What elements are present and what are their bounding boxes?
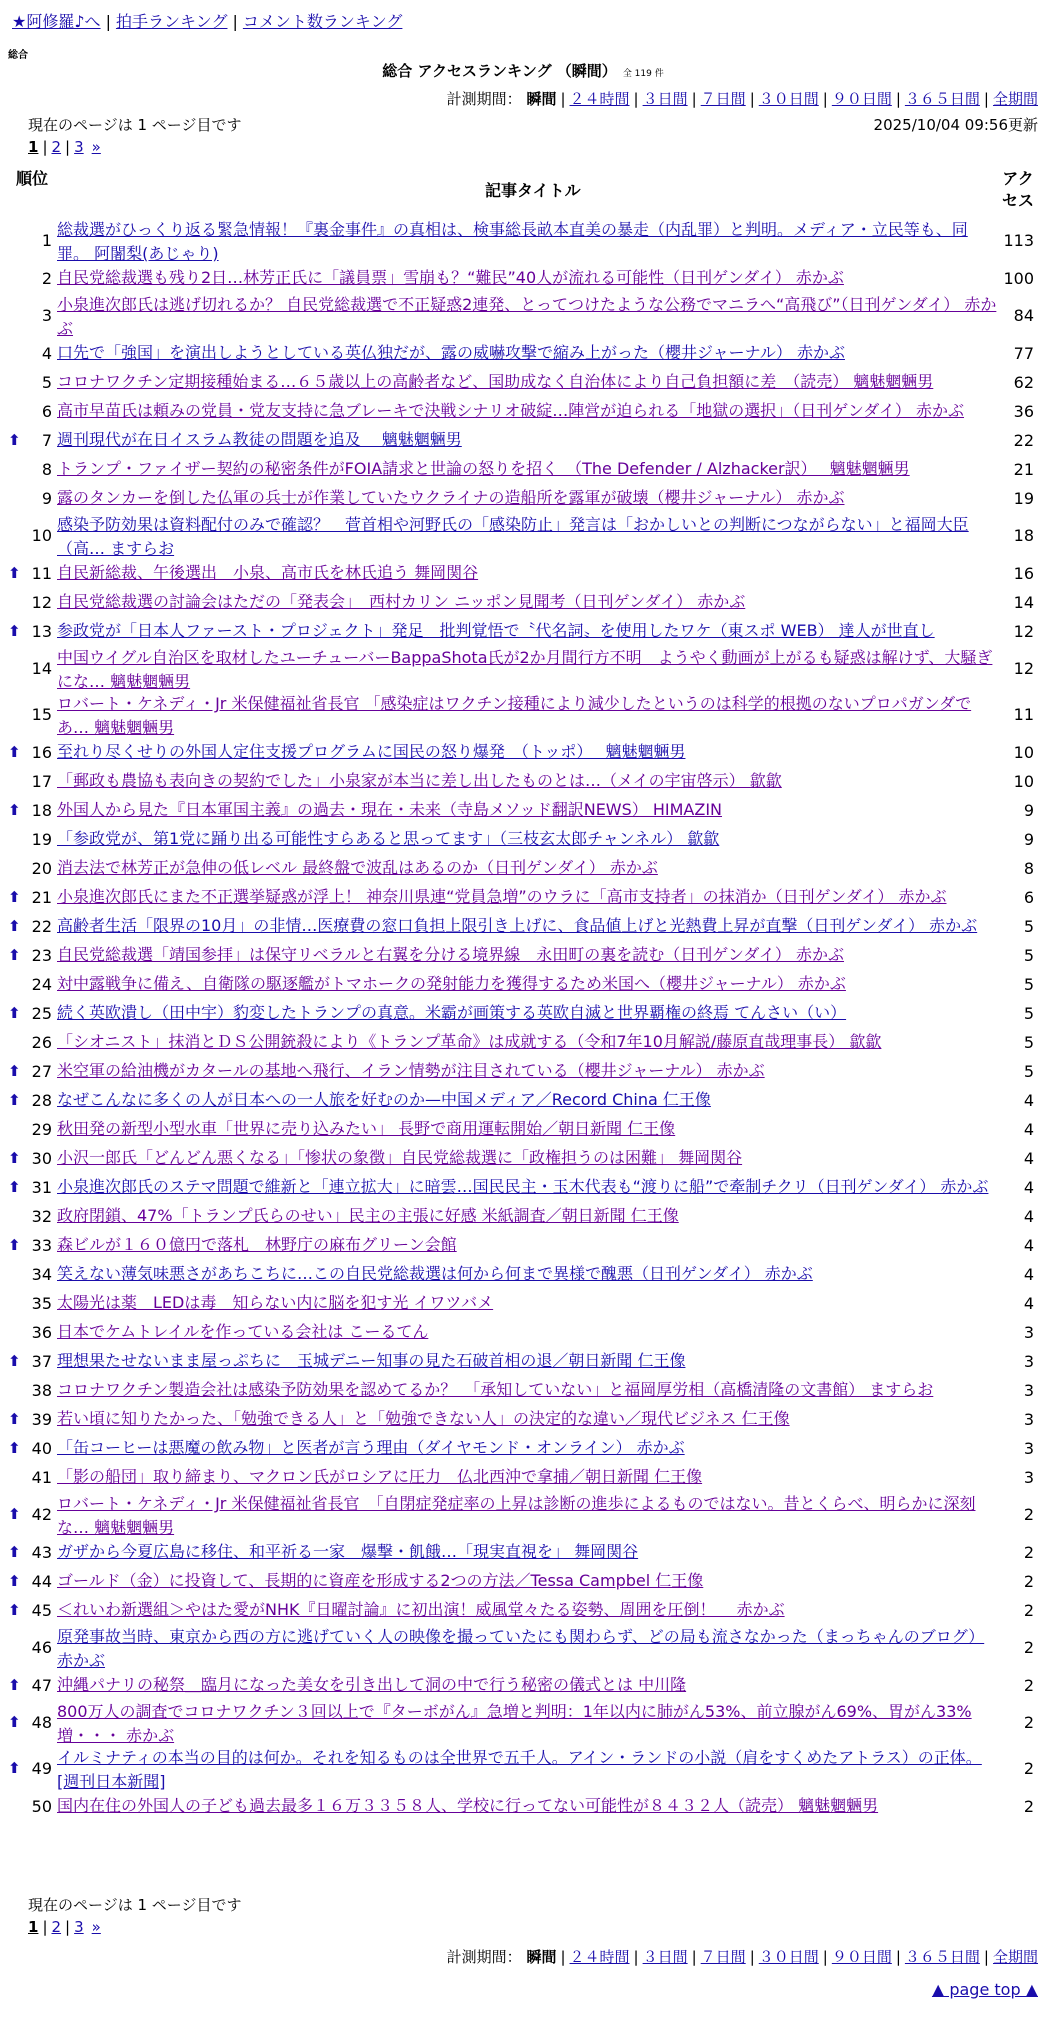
rank-number: 31: [31, 1177, 52, 1197]
access-count: 19: [1013, 488, 1034, 508]
access-count: 4: [1023, 1090, 1034, 1110]
up-arrow-icon: ⬆: [8, 887, 21, 906]
access-count: 4: [1023, 1177, 1034, 1197]
rank-number: 1: [41, 231, 52, 250]
col-count-header: アクセス: [1001, 169, 1034, 210]
article-title-link[interactable]: 800万人の調査でコロナワクチン３回以上で『ターボがん』急増と判明：1年以内に肺がん53%、前立腺がん69%、胃がん33%増・・・ 赤かぶ: [57, 1702, 972, 1745]
up-arrow-icon: ⬆: [8, 800, 21, 819]
article-title-link[interactable]: 自民党総裁選の討論会はただの「発表会」 西村カリン ニッポン見聞考（日刊ゲンダイ） 赤かぶ: [57, 592, 746, 611]
up-arrow-icon: ⬆: [8, 1235, 21, 1254]
article-title-link[interactable]: 口先で「強国」を演出しようとしている英仏独だが、露の威嚇攻撃で縮み上がった（櫻井ジャーナル） 赤かぶ: [57, 343, 845, 362]
current-page-text-bottom: 現在のページは 1 ページ目です: [28, 1896, 242, 1914]
article-title-link[interactable]: 消去法で林芳正が急伸の低レベル 最終盤で波乱はあるのか（日刊ゲンダイ） 赤かぶ: [57, 858, 658, 877]
table-row: [0, 1318, 1046, 1347]
article-title-link[interactable]: 自民新総裁、午後選出 小泉、高市氏を林氏追う 舞岡関谷: [57, 563, 479, 582]
table-row: [0, 293, 1046, 339]
rank-number: 37: [31, 1351, 52, 1371]
article-title-link[interactable]: 至れり尽くせりの外国人定住支援プログラムに国民の怒り爆発 （トッポ） 魑魅魍魎男: [57, 742, 686, 761]
up-arrow-icon: ⬆: [8, 916, 21, 935]
col-title-header: 記事タイトル: [485, 181, 581, 200]
article-title-link[interactable]: 「影の船団」取り締まり、マクロン氏がロシアに圧力 仏北西沖で拿捕／朝日新聞 仁王像: [57, 1467, 703, 1486]
rank-number: 17: [31, 771, 52, 791]
article-title-link[interactable]: イルミナティの本当の目的は何か。それを知るものは全世界で五千人。アイン・ランドの小説（肩をすくめたアトラス）の正体。[週刊日本新聞]: [57, 1748, 982, 1791]
pager-link-2[interactable]: 2: [51, 138, 62, 156]
table-row: [0, 1538, 1046, 1567]
rank-number: 42: [31, 1505, 52, 1524]
period-link-365d[interactable]: ３６５日間: [904, 90, 980, 108]
rank-number: 7: [41, 430, 52, 450]
up-arrow-icon: ⬆: [8, 621, 21, 640]
table-row: [0, 484, 1046, 513]
period-selector-top: 計測期間： 瞬間 | ２４時間 | ３日間 | ７日間 | ３０日間 | ９０日間 | ３６５日間 | 全期間: [446, 90, 1038, 108]
table-row: [0, 1202, 1046, 1231]
rank-number: 39: [31, 1409, 52, 1429]
article-title-link[interactable]: 理想果たせないまま屋っぷちに 玉城デニー知事の見た石破首相の退／朝日新聞 仁王像: [57, 1351, 686, 1370]
pager-link-3[interactable]: 3: [74, 138, 84, 156]
rank-number: 14: [31, 659, 52, 678]
period-link-24h[interactable]: ２４時間: [569, 1948, 630, 1966]
article-title-link[interactable]: 「郵政も農協も表向きの契約でした」小泉家が本当に差し出したものとは…（メイの宇宙啓示） 歙歙: [57, 771, 782, 790]
table-row: [0, 513, 1046, 559]
access-count: 2: [1023, 1542, 1034, 1562]
table-row: [0, 426, 1046, 455]
article-title-link[interactable]: トランプ・ファイザー契約の秘密条件がFOIA請求と世論の怒りを招く （The Defender / Alzhacker訳） 魑魅魍魎男: [57, 459, 910, 478]
table-row: [0, 999, 1046, 1028]
up-arrow-icon: ⬆: [8, 1148, 21, 1167]
access-count: 12: [1013, 621, 1034, 641]
article-title-link[interactable]: 対中露戦争に備え、自衛隊の駆逐艦がトマホークの発射能力を獲得するため米国へ（櫻井ジャーナル） 赤かぶ: [57, 974, 846, 993]
period-link-3d[interactable]: ３日間: [642, 90, 688, 108]
access-count: 9: [1023, 829, 1034, 849]
access-count: 6: [1023, 887, 1034, 907]
rank-number: 23: [31, 945, 52, 965]
rank-number: 27: [31, 1061, 52, 1081]
article-title-link[interactable]: 「シオニスト」抹消とＤＳ公開銃殺により《トランプ革命》は成就する（令和7年10月解説/藤原直哉理事長） 歙歙: [57, 1032, 882, 1051]
rank-number: 21: [31, 887, 52, 907]
up-arrow-icon: ⬆: [8, 1571, 21, 1590]
rank-number: 49: [31, 1759, 52, 1778]
up-arrow-icon: ⬆: [8, 1713, 21, 1731]
article-title-link[interactable]: 自民党総裁選も残り2日…林芳正氏に「議員票」雪崩も？“難民”40人が流れる可能性（日刊ゲンダイ） 赤かぶ: [57, 268, 844, 287]
table-row: [0, 1376, 1046, 1405]
pager-bottom: 1 | 2 | 3 »: [28, 1918, 101, 1936]
up-arrow-icon: ⬆: [8, 430, 21, 449]
access-count: 3: [1023, 1438, 1034, 1458]
up-arrow-icon: ⬆: [8, 1003, 21, 1022]
access-count: 11: [1013, 705, 1034, 724]
page-title-text: 総合 アクセスランキング （瞬間）: [382, 62, 617, 80]
rank-number: 16: [31, 742, 52, 762]
table-row: [0, 1492, 1046, 1538]
table-row: [0, 796, 1046, 825]
rank-number: 35: [31, 1293, 52, 1313]
access-count: 3: [1023, 1467, 1034, 1487]
access-count: 21: [1013, 459, 1034, 479]
rank-number: 26: [31, 1032, 52, 1052]
table-row: [0, 559, 1046, 588]
access-count: 8: [1023, 858, 1034, 878]
access-count: 2: [1023, 1713, 1034, 1732]
table-row: [0, 854, 1046, 883]
access-count: 36: [1013, 401, 1034, 421]
table-row: [0, 397, 1046, 426]
current-page-text: 現在のページは 1 ページ目です: [28, 116, 242, 134]
article-title-link[interactable]: 外国人から見た『日本軍国主義』の過去・現在・未来（寺島メソッド翻訳NEWS） HIMAZIN: [57, 800, 723, 819]
period-current: 瞬間: [526, 90, 557, 108]
up-arrow-icon: ⬆: [8, 1061, 21, 1080]
table-row: [0, 970, 1046, 999]
rank-number: 47: [31, 1675, 52, 1695]
article-title-link[interactable]: 自民党総裁選「靖国参拝」は保守リベラルと右翼を分ける境界線 永田町の裏を読む（日刊ゲンダイ） 赤かぶ: [57, 945, 845, 964]
access-count: 5: [1023, 1003, 1034, 1023]
rank-number: 48: [31, 1713, 52, 1732]
period-link-90d[interactable]: ９０日間: [831, 1948, 892, 1966]
article-title-link[interactable]: 小泉進次郎氏のステマ問題で維新と「連立拡大」に暗雲…国民民主・玉木代表も“渡りに船”で牽制チクリ（日刊ゲンダイ） 赤かぶ: [57, 1177, 989, 1196]
table-row: [0, 1115, 1046, 1144]
period-label: 計測期間：: [446, 90, 522, 108]
table-row: [0, 1792, 1046, 1821]
rank-number: 50: [31, 1796, 52, 1816]
period-label: 計測期間：: [446, 1948, 522, 1966]
rank-number: 34: [31, 1264, 52, 1284]
article-title-link[interactable]: なぜこんなに多くの人が日本への一人旅を好むのか—中国メディア／Record China 仁王像: [57, 1090, 711, 1109]
table-row: [0, 1289, 1046, 1318]
rank-number: 45: [31, 1600, 52, 1620]
access-count: 5: [1023, 945, 1034, 965]
table-row: [0, 1596, 1046, 1625]
access-count: 77: [1013, 343, 1034, 363]
pager-current: 1: [28, 1918, 39, 1936]
table-row: [0, 1405, 1046, 1434]
nav-link-applause-ranking[interactable]: 拍手ランキング: [115, 12, 228, 31]
access-count: 4: [1023, 1235, 1034, 1255]
rank-number: 11: [31, 563, 52, 583]
access-count: 4: [1023, 1293, 1034, 1313]
rank-number: 9: [41, 488, 52, 508]
access-count: 3: [1023, 1409, 1034, 1429]
article-title-link[interactable]: ゴールド（金）に投資して、長期的に資産を形成する2つの方法／Tessa Campbel 仁王像: [57, 1571, 704, 1590]
rank-number: 32: [31, 1206, 52, 1226]
rank-number: 20: [31, 858, 52, 878]
access-count: 2: [1023, 1759, 1034, 1778]
rank-number: 22: [31, 916, 52, 936]
access-count: 5: [1023, 1032, 1034, 1052]
table-row: [0, 617, 1046, 646]
up-arrow-icon: ⬆: [8, 1090, 21, 1109]
up-arrow-icon: ⬆: [8, 1505, 21, 1523]
article-title-link[interactable]: ロバート・ケネディ・Jr 米保健福祉省長官 「自閉症発症率の上昇は診断の進歩によるものではない。昔とくらべ、明らかに深刻な… 魑魅魍魎男: [57, 1494, 976, 1537]
rank-number: 18: [31, 800, 52, 820]
period-link-90d[interactable]: ９０日間: [831, 90, 892, 108]
table-row: [0, 1144, 1046, 1173]
article-title-link[interactable]: 若い頃に知りたかった、「勉強できる人」と「勉強できない人」の決定的な違い／現代ビジネス 仁王像: [57, 1409, 790, 1428]
article-title-link[interactable]: 小泉進次郎氏にまた不正選挙疑惑が浮上！ 神奈川県連“党員急増”のウラに「高市支持者」の抹消か（日刊ゲンダイ） 赤かぶ: [57, 887, 947, 906]
period-link-7d[interactable]: ７日間: [700, 90, 746, 108]
rank-number: 36: [31, 1322, 52, 1342]
period-current: 瞬間: [526, 1948, 557, 1966]
article-title-link[interactable]: 小沢一郎氏「どんどん悪くなる」「惨状の象徴」自民党総裁選に「政権担うのは困難」 舞岡関谷: [57, 1148, 743, 1167]
pager-next[interactable]: »: [91, 1918, 101, 1936]
rank-number: 4: [41, 343, 52, 363]
rank-number: 10: [31, 526, 52, 545]
access-count: 2: [1023, 1600, 1034, 1620]
table-row: [0, 1173, 1046, 1202]
rank-number: 46: [31, 1638, 52, 1657]
article-title-link[interactable]: ガザから今夏広島に移住、和平祈る一家 爆撃・飢餓…「現実直視を」 舞岡関谷: [57, 1542, 639, 1561]
up-arrow-icon: ⬆: [8, 1542, 21, 1561]
rank-number: 44: [31, 1571, 52, 1591]
table-row: [0, 1746, 1046, 1792]
article-title-link[interactable]: コロナワクチン製造会社は感染予防効果を認めてるか？ 「承知していない」と福岡厚労相（高橋清隆の文書館） ますらお: [57, 1380, 934, 1399]
page-top-link[interactable]: ▲ page top ▲: [931, 1980, 1038, 1999]
pager-current: 1: [28, 138, 39, 156]
rank-number: 12: [31, 592, 52, 612]
rank-number: 43: [31, 1542, 52, 1562]
access-count: 3: [1023, 1380, 1034, 1400]
access-count: 5: [1023, 1061, 1034, 1081]
article-title-link[interactable]: 感染予防効果は資料配付のみで確認？ 菅首相や河野氏の「感染防止」発言は「おかしいとの判断につながらない」と福岡大臣（高… ますらお: [57, 515, 969, 558]
article-title-link[interactable]: 小泉進次郎氏は逃げ切れるか？ 自民党総裁選で不正疑惑2連発、とってつけたような公務でマニラへ“高飛び”（日刊ゲンダイ） 赤かぶ: [57, 295, 997, 338]
access-count: 14: [1013, 592, 1034, 612]
period-link-7d[interactable]: ７日間: [700, 1948, 746, 1966]
period-link-24h[interactable]: ２４時間: [569, 90, 630, 108]
up-arrow-icon: ⬆: [8, 742, 21, 761]
up-arrow-icon: ⬆: [8, 1600, 21, 1619]
up-arrow-icon: ⬆: [8, 563, 21, 582]
period-link-30d[interactable]: ３０日間: [758, 90, 819, 108]
rank-number: 30: [31, 1148, 52, 1168]
article-title-link[interactable]: 太陽光は薬 LEDは毒 知らない内に脳を犯す光 イワツバメ: [57, 1293, 494, 1312]
rank-number: 6: [41, 401, 52, 421]
up-arrow-icon: ⬆: [8, 1409, 21, 1428]
access-count: 18: [1013, 526, 1034, 545]
rank-number: 19: [31, 829, 52, 849]
nav-separator: |: [105, 12, 111, 31]
access-count: 113: [1003, 231, 1034, 250]
table-row: [0, 218, 1046, 264]
article-title-link[interactable]: 米空軍の給油機がカタールの基地へ飛行、イラン情勢が注目されている（櫻井ジャーナル） 赤かぶ: [57, 1061, 765, 1080]
pager-top: 1 | 2 | 3 »: [28, 138, 101, 156]
table-row: [0, 588, 1046, 617]
access-count: 4: [1023, 1206, 1034, 1226]
top-nav: [12, 12, 402, 32]
access-count: 4: [1023, 1148, 1034, 1168]
pager-link-2[interactable]: 2: [51, 1918, 62, 1936]
access-count: 4: [1023, 1119, 1034, 1139]
rank-number: 2: [41, 268, 52, 288]
nav-link-comment-ranking[interactable]: コメント数ランキング: [242, 12, 403, 31]
access-count: 22: [1013, 430, 1034, 450]
article-title-link[interactable]: 森ビルが１６０億円で落札 林野庁の麻布グリーン会館: [57, 1235, 457, 1254]
access-count: 2: [1023, 1571, 1034, 1591]
rank-number: 29: [31, 1119, 52, 1139]
access-count: 3: [1023, 1322, 1034, 1342]
access-count: 5: [1023, 916, 1034, 936]
rank-number: 24: [31, 974, 52, 994]
article-title-link[interactable]: 続く英欧潰し（田中宇）豹変したトランプの真意。米霸が画策する英欧自滅と世界覇権の終焉 てんさい（い）: [57, 1003, 847, 1022]
table-row: [0, 1700, 1046, 1746]
article-title-link[interactable]: 露のタンカーを倒した仏軍の兵士が作業していたウクライナの造船所を露軍が破壊（櫻井ジャーナル） 赤かぶ: [57, 488, 845, 507]
page-title: [0, 60, 1046, 81]
article-title-link[interactable]: コロナワクチン定期接種始まる…６５歳以上の高齢者など、国助成なく自治体により自己負担額に差 （読売） 魑魅魍魎男: [57, 372, 934, 391]
article-title-link[interactable]: 参政党が「日本人ファースト・プロジェクト」発足 批判覚悟で〝代名詞〟を使用したワケ（東スポ WEB） 達人が世直し: [57, 621, 935, 640]
rank-number: 15: [31, 705, 52, 724]
article-title-link[interactable]: 総裁選がひっくり返る緊急情報！『裏金事件』の真相は、検事総長畝本直美の暴走（内乱罪）と判明。メディア・立民等も、同罪。 阿闍梨(あじゃり): [57, 220, 968, 263]
pager-next[interactable]: »: [91, 138, 101, 156]
article-title-link[interactable]: 日本でケムトレイルを作っている会社は こーるてん: [57, 1322, 429, 1341]
table-row: [0, 1463, 1046, 1492]
table-row: [0, 646, 1046, 692]
table-row: [0, 1625, 1046, 1671]
article-title-link[interactable]: 高市早苗氏は頼みの党員・党友支持に急ブレーキで決戦シナリオ破綻…陣営が迫られる「地獄の選択」（日刊ゲンダイ） 赤かぶ: [57, 401, 965, 420]
pager-link-3[interactable]: 3: [74, 1918, 84, 1936]
rank-number: 33: [31, 1235, 52, 1255]
access-count: 5: [1023, 974, 1034, 994]
table-row: [0, 1347, 1046, 1376]
up-arrow-icon: ⬆: [8, 945, 21, 964]
period-link-all[interactable]: 全期間: [992, 1948, 1038, 1966]
access-count: 2: [1023, 1675, 1034, 1695]
total-count: 全 119 件: [622, 69, 664, 79]
access-count: 4: [1023, 1264, 1034, 1284]
table-row: [0, 1567, 1046, 1596]
period-link-all[interactable]: 全期間: [992, 90, 1038, 108]
article-title-link[interactable]: ＜れいわ新選組＞やはた愛がNHK『日曜討論』に初出演！威風堂々たる姿勢、周囲を圧倒！ 赤かぶ: [57, 1600, 785, 1619]
article-title-link[interactable]: 高齢者生活「限界の10月」の非情…医療費の窓口負担上限引き上げに、食品値上げと光熱費上昇が直撃（日刊ゲンダイ） 赤かぶ: [57, 916, 978, 935]
table-row: [0, 738, 1046, 767]
table-row: [0, 912, 1046, 941]
rank-number: 41: [31, 1467, 52, 1487]
access-count: 9: [1023, 800, 1034, 820]
access-count: 84: [1013, 306, 1034, 325]
rank-number: 5: [41, 372, 52, 392]
table-row: [0, 1086, 1046, 1115]
rank-number: 8: [41, 459, 52, 479]
access-count: 2: [1023, 1505, 1034, 1524]
table-row: [0, 1434, 1046, 1463]
table-row: [0, 1231, 1046, 1260]
rank-number: 38: [31, 1380, 52, 1400]
access-count: 100: [1003, 268, 1034, 288]
period-link-30d[interactable]: ３０日間: [758, 1948, 819, 1966]
table-row: [0, 264, 1046, 293]
up-arrow-icon: ⬆: [8, 1351, 21, 1370]
article-title-link[interactable]: 笑えない薄気味悪さがあちこちに…この自民党総裁選は何から何まで異様で醜悪（日刊ゲンダイ） 赤かぶ: [57, 1264, 813, 1283]
category-label: 総合: [8, 50, 28, 61]
access-count: 10: [1013, 742, 1034, 762]
up-arrow-icon: ⬆: [8, 1438, 21, 1457]
table-row: [0, 1028, 1046, 1057]
article-title-link[interactable]: 「缶コーヒーは悪魔の飲み物」と医者が言う理由（ダイヤモンド・オンライン） 赤かぶ: [57, 1438, 685, 1457]
table-row: [0, 883, 1046, 912]
article-title-link[interactable]: 原発事故当時、東京から西の方に逃げていく人の映像を撮っていたにも関わらず、どの局も流さなかった（まっちゃんのブログ） 赤かぶ: [57, 1627, 985, 1670]
article-title-link[interactable]: 政府閉鎖、47%「トランプ氏らのせい」民主の主張に好感 米紙調査／朝日新聞 仁王像: [57, 1206, 679, 1225]
article-title-link[interactable]: 中国ウイグル自治区を取材したユーチューバーBappaShota氏が2か月間行方不明 ようやく動画が上がるも疑惑は解けず、大騒ぎにな… 魑魅魍魎男: [57, 648, 993, 691]
ranking-table-header: [0, 160, 1046, 220]
access-count: 16: [1013, 563, 1034, 583]
nav-separator: |: [232, 12, 238, 31]
rank-number: 13: [31, 621, 52, 641]
rank-number: 3: [41, 306, 52, 325]
table-row: [0, 767, 1046, 796]
up-arrow-icon: ⬆: [8, 1759, 21, 1777]
rank-number: 40: [31, 1438, 52, 1458]
table-row: [0, 368, 1046, 397]
article-title-link[interactable]: 沖縄パナリの秘祭＿臨月になった美女を引き出して洞の中で行う秘密の儀式とは 中川隆: [57, 1675, 687, 1694]
up-arrow-icon: ⬆: [8, 1177, 21, 1196]
table-row: [0, 1671, 1046, 1700]
table-row: [0, 941, 1046, 970]
access-count: 2: [1023, 1796, 1034, 1816]
access-count: 12: [1013, 659, 1034, 678]
access-count: 3: [1023, 1351, 1034, 1371]
up-arrow-icon: ⬆: [8, 1675, 21, 1694]
rank-number: 28: [31, 1090, 52, 1110]
table-row: [0, 692, 1046, 738]
updated-timestamp: 2025/10/04 09:56更新: [873, 116, 1038, 134]
rank-number: 25: [31, 1003, 52, 1023]
access-count: 2: [1023, 1638, 1034, 1657]
period-link-365d[interactable]: ３６５日間: [904, 1948, 980, 1966]
access-count: 10: [1013, 771, 1034, 791]
article-title-link[interactable]: 国内在住の外国人の子ども過去最多１６万３３５８人、学校に行ってない可能性が８４３２人（読売） 魑魅魍魎男: [57, 1796, 879, 1815]
access-count: 62: [1013, 372, 1034, 392]
col-rank-header: 順位: [15, 169, 48, 188]
article-title-link[interactable]: 週刊現代が在日イスラム教徒の問題を追及 魑魅魍魎男: [57, 430, 462, 449]
article-title-link[interactable]: 「参政党が、第1党に踊り出る可能性すらあると思ってます」（三枝玄太郎チャンネル） 歙歙: [57, 829, 720, 848]
table-row: [0, 455, 1046, 484]
table-row: [0, 1260, 1046, 1289]
nav-link-asyura[interactable]: ★阿修羅♪へ: [12, 12, 101, 31]
table-row: [0, 339, 1046, 368]
period-selector-bottom: 計測期間： 瞬間 | ２４時間 | ３日間 | ７日間 | ３０日間 | ９０日間 | ３６５日間 | 全期間: [446, 1948, 1038, 1966]
article-title-link[interactable]: 秋田発の新型小型水車「世界に売り込みたい」 長野で商用運転開始／朝日新聞 仁王像: [57, 1119, 676, 1138]
table-row: [0, 1057, 1046, 1086]
table-row: [0, 825, 1046, 854]
article-title-link[interactable]: ロバート・ケネディ・Jr 米保健福祉省長官 「感染症はワクチン接種により減少したというのは科学的根拠のないプロパガンダであ… 魑魅魍魎男: [57, 694, 972, 737]
period-link-3d[interactable]: ３日間: [642, 1948, 688, 1966]
